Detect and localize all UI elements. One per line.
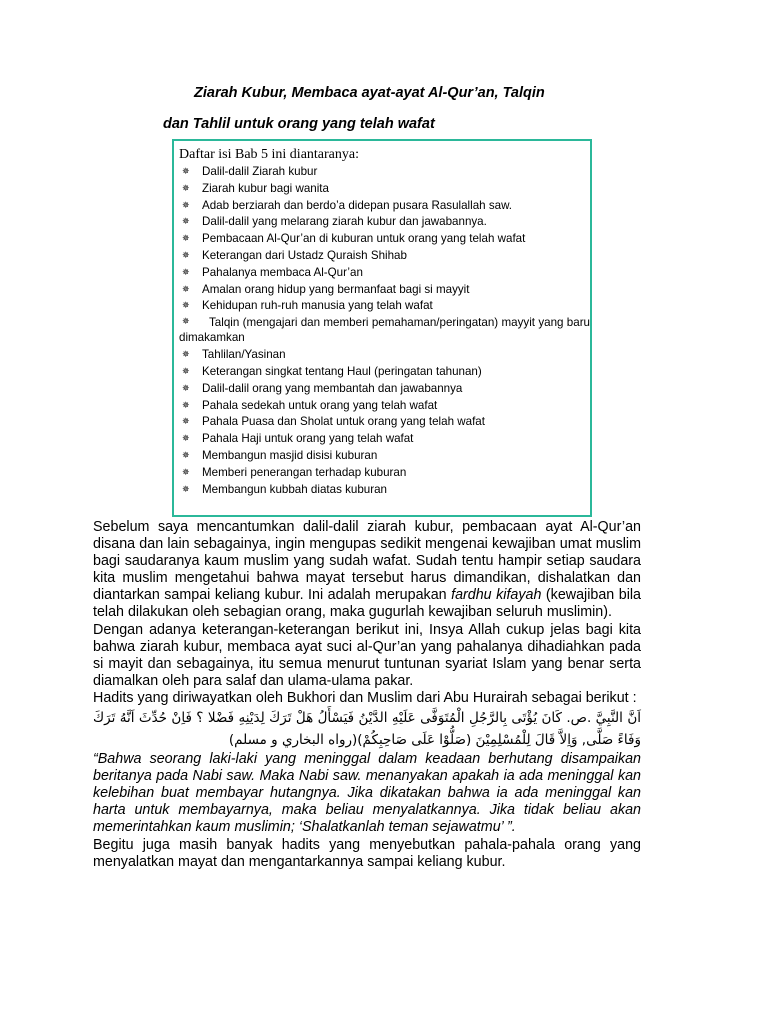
paragraph-2: Dengan adanya keterangan-keterangan berikut ini, Insya Allah cukup jelas bagi kita bahwa ziarah kubur, membaca ayat suci al-Qur’an yang pahalanya dihadiahkan pada si mayit dan sebagainya, itu semua menurut tuntunan syariat Islam yang benar serta diamalkan oleh para salaf dan ulama-ulama pakar.: [93, 621, 641, 689]
paragraph-1-end: (kewajiban bila telah dilakukan oleh sebagian orang, maka gugurlah kewajiban seluruh muslimin).: [93, 587, 641, 621]
star-bullet-icon: ✵: [182, 249, 190, 260]
toc-item-label: Amalan orang hidup yang bermanfaat bagi si mayyit: [202, 282, 470, 296]
toc-item-label: Talqin (mengajari dan memberi pemahaman/peringatan) mayyit yang baru dimakamkan: [179, 316, 590, 345]
toc-item: [179, 448, 590, 465]
toc-item: [179, 414, 590, 431]
paragraph-3: Hadits yang diriwayatkan oleh Bukhori dan Muslim dari Abu Hurairah sebagai berikut :: [93, 689, 637, 706]
star-bullet-icon: ✵: [182, 283, 190, 294]
toc-item: [179, 465, 590, 482]
star-bullet-icon: ✵: [182, 199, 190, 210]
toc-item-label: Adab berziarah dan berdo’a didepan pusara Rasulallah saw.: [202, 198, 513, 212]
toc-item: [179, 248, 590, 265]
page-title-line-2: dan Tahlil untuk orang yang telah wafat: [163, 116, 435, 132]
toc-item: [179, 431, 590, 448]
toc-item: [179, 214, 590, 231]
body-text: [93, 519, 641, 871]
toc-item-label: Memberi penerangan terhadap kuburan: [202, 465, 407, 479]
toc-item-label: Pembacaan Al-Qur’an di kuburan untuk orang yang telah wafat: [202, 232, 526, 246]
toc-item-label: Ziarah kubur bagi wanita: [202, 181, 329, 195]
star-bullet-icon: ✵: [182, 349, 190, 360]
star-bullet-icon: ✵: [182, 182, 190, 193]
toc-item: [179, 482, 590, 499]
toc-item: [179, 164, 590, 181]
toc-item-label: Dalil-dalil orang yang membantah dan jawabannya: [202, 381, 463, 395]
star-bullet-icon: ✵: [182, 399, 190, 410]
star-bullet-icon: ✵: [182, 233, 190, 244]
toc-item: [179, 298, 590, 315]
toc-item: [179, 364, 590, 381]
toc-item-label: Pahala Haji untuk orang yang telah wafat: [202, 432, 414, 446]
toc-item: [179, 282, 590, 299]
fardhu-kifayah-term: fardhu kifayah: [451, 587, 542, 604]
toc-item-label: Pahala Puasa dan Sholat untuk orang yang telah wafat: [202, 415, 485, 429]
toc-item: [179, 181, 590, 198]
toc-item-label: Keterangan singkat tentang Haul (peringatan tahunan): [202, 364, 482, 378]
toc-item-label: Pahalanya membaca Al-Qur’an: [202, 265, 363, 279]
toc-item: [179, 347, 590, 364]
star-bullet-icon: ✵: [182, 216, 190, 227]
star-bullet-icon: ✵: [182, 449, 190, 460]
star-bullet-icon: ✵: [182, 433, 190, 444]
toc-item: [179, 398, 590, 415]
toc-item-label: Tahlilan/Yasinan: [202, 348, 286, 362]
toc-item-label: Dalil-dalil yang melarang ziarah kubur dan jawabannya.: [202, 215, 487, 229]
toc-item-label: Membangun kubbah diatas kuburan: [202, 482, 387, 496]
star-bullet-icon: ✵: [182, 365, 190, 376]
star-bullet-icon: ✵: [182, 166, 190, 176]
star-bullet-icon: ✵: [182, 266, 190, 277]
table-of-contents-box: [172, 139, 592, 517]
toc-item-label: Pahala sedekah untuk orang yang telah wafat: [202, 398, 438, 412]
toc-item-label: Keterangan dari Ustadz Quraish Shihab: [202, 248, 407, 262]
toc-item: [179, 231, 590, 248]
page-title-line-1: Ziarah Kubur, Membaca ayat-ayat Al-Qur’an, Talqin: [194, 85, 545, 101]
toc-item: [179, 198, 590, 215]
paragraph-1: [93, 519, 641, 622]
star-bullet-icon: ✵: [182, 316, 190, 327]
toc-item: [179, 265, 590, 282]
paragraph-4: Begitu juga masih banyak hadits yang menyebutkan pahala-pahala orang yang menyalatkan mayat dan mengantarkannya sampai keliang kubur.: [93, 836, 641, 870]
star-bullet-icon: ✵: [182, 300, 190, 311]
star-bullet-icon: ✵: [182, 483, 190, 494]
star-bullet-icon: ✵: [182, 466, 190, 477]
toc-heading: Daftar isi Bab 5 ini diantaranya:: [179, 147, 359, 162]
toc-list: [179, 164, 590, 498]
star-bullet-icon: ✵: [182, 382, 190, 393]
toc-item-label: Dalil-dalil Ziarah kubur: [202, 165, 318, 178]
toc-item-label: Kehidupan ruh-ruh manusia yang telah wafat: [202, 299, 433, 313]
toc-item-label: Membangun masjid disisi kuburan: [202, 448, 378, 462]
toc-item: [179, 315, 590, 345]
toc-item: [179, 381, 590, 398]
arabic-hadith: اَنَّ النَّبِيَّ .ص. كَانَ يُؤْتَى بِالرَّجُلِ الْمُتَوَفَّى عَلَيْهِ الدَّيْنُ فَيَسْأَلُ هَلْ تَرَكَ لِدَيْنِهِ فَضْلا ؟ فَاِنْ حُدِّثَ اَنَّهُ تَرَكَ وَفَاءً صَلَّى, وَاِلاَّ قَالَ لِلْمُسْلِمِيْنَ (صَلُّوْا عَلَى صَاحِبِكُمْ)(رواه البخاري و مسلم): [93, 710, 641, 749]
paragraph-1-text: Sebelum saya mencantumkan dalil-dalil ziarah kubur, pembacaan ayat Al-Qur’an disana dan lain sebagainya, ingin mengupas sedikit mengenai kewajiban umat muslim bagi saudaranya kaum muslim yang sudah wafat. Sudah tentu hampir setiap saudara kita muslim mengetahui bahwa mayat tersebut harus dimandikan, dishalatkan dan diantarkan sampai keliang kubur. Ini adalah merupakan: [93, 519, 641, 604]
star-bullet-icon: ✵: [182, 416, 190, 427]
hadith-translation: “Bahwa seorang laki-laki yang meninggal dalam keadaan berhutang disampaikan beritanya pada Nabi saw. Maka Nabi saw. menanyakan apakah ia ada meninggal kan kelebihan buat membayar hutangnya. Jika dikatakan bahwa ia ada meninggal kan harta untuk membayarnya, maka beliau menyalatkannya. Jika tidak beliau akan memerintahkan kaum muslimin; ‘Shalatkanlah teman sejawatmu’ ”.: [93, 751, 641, 836]
